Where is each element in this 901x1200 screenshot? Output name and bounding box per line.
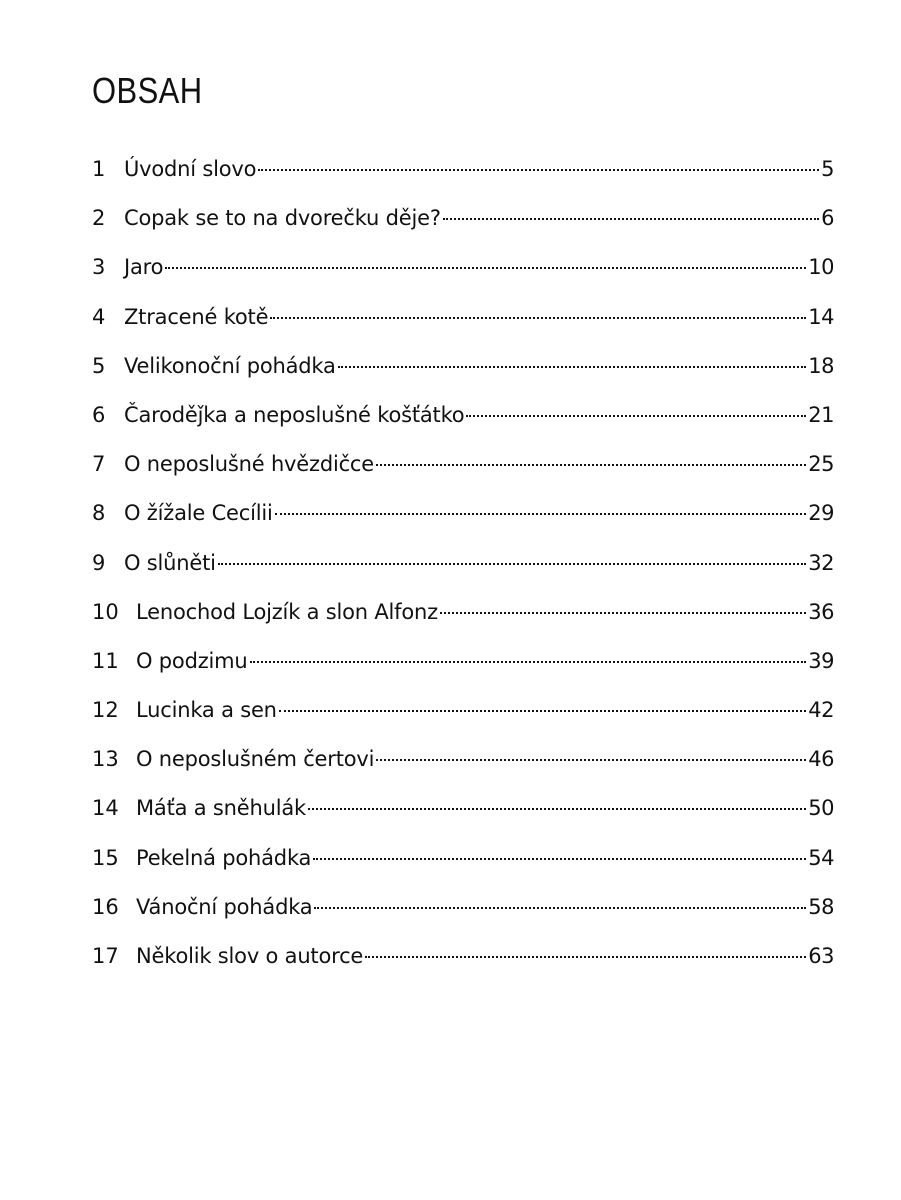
toc-entry-number: 4 <box>92 304 106 329</box>
toc-entry-number: 13 <box>92 747 119 772</box>
table-of-contents <box>92 145 834 981</box>
toc-entry[interactable] <box>92 391 834 440</box>
toc-entry-number: 9 <box>92 550 106 575</box>
toc-entry[interactable] <box>92 784 834 833</box>
toc-entry-title: Vánoční pohádka <box>136 894 313 919</box>
toc-entry-title: Několik slov o autorce <box>136 944 364 968</box>
toc-entry-number: 11 <box>92 648 119 673</box>
toc-entry-title: Lucinka a sen <box>136 698 277 723</box>
toc-entry[interactable] <box>92 834 834 883</box>
page-title: OBSAH <box>92 70 203 111</box>
toc-entry-page: 58 <box>808 894 834 919</box>
toc-entry[interactable] <box>92 932 834 981</box>
toc-entry-number: 1 <box>92 157 106 181</box>
dot-leader <box>279 710 806 712</box>
dot-leader <box>275 513 807 515</box>
toc-entry-number: 8 <box>92 501 106 526</box>
toc-entry[interactable] <box>92 342 834 391</box>
dot-leader <box>314 907 806 909</box>
toc-entry-title: Čaroděǰka a neposlušné košťátko <box>124 402 465 427</box>
toc-entry-number: 14 <box>92 796 119 821</box>
dot-leader <box>308 808 806 810</box>
dot-leader <box>258 169 819 171</box>
toc-entry-number: 7 <box>92 452 106 477</box>
toc-entry-title: Jaro <box>124 255 164 280</box>
toc-entry-title: O neposlušné hvězdičce <box>124 452 374 477</box>
toc-entry-number: 12 <box>92 698 119 723</box>
dot-leader <box>443 218 819 220</box>
dot-leader <box>440 612 806 614</box>
toc-entry[interactable] <box>92 588 834 637</box>
dot-leader <box>250 661 807 663</box>
toc-entry-title: Ztracené kotě <box>124 304 269 329</box>
dot-leader <box>376 464 806 466</box>
toc-entry-page: 25 <box>808 452 834 477</box>
toc-entry[interactable] <box>92 243 834 292</box>
toc-entry[interactable] <box>92 145 834 194</box>
toc-entry-number: 10 <box>92 599 119 624</box>
dot-leader <box>365 956 806 958</box>
toc-entry[interactable] <box>92 489 834 538</box>
toc-entry-number: 3 <box>92 255 106 280</box>
toc-entry[interactable] <box>92 735 834 784</box>
toc-entry-page: 63 <box>808 944 834 968</box>
toc-entry-page: 36 <box>808 599 834 624</box>
toc-entry-title: Copak se to na dvorečku děje? <box>124 206 441 231</box>
toc-entry-number: 16 <box>92 894 119 919</box>
toc-entry-title: Máťa a sněhulák <box>136 796 306 821</box>
toc-entry-page: 46 <box>808 747 834 772</box>
toc-entry-number: 5 <box>92 353 106 378</box>
toc-entry-number: 15 <box>92 845 119 870</box>
toc-entry-page: 42 <box>808 698 834 723</box>
toc-entry-number: 6 <box>92 402 106 427</box>
toc-entry-page: 32 <box>808 550 834 575</box>
toc-entry-page: 50 <box>808 796 834 821</box>
toc-entry[interactable] <box>92 194 834 243</box>
toc-entry-number: 17 <box>92 944 119 968</box>
toc-entry-page: 5 <box>821 157 834 181</box>
toc-entry-title: O neposlušném čertovi <box>136 747 375 772</box>
toc-entry-page: 10 <box>808 255 834 280</box>
toc-entry[interactable] <box>92 293 834 342</box>
toc-entry-page: 6 <box>821 206 834 231</box>
dot-leader <box>313 858 806 860</box>
toc-entry[interactable] <box>92 883 834 932</box>
dot-leader <box>165 267 806 269</box>
toc-entry-page: 14 <box>808 304 834 329</box>
toc-entry-title: O slůněti <box>124 550 216 575</box>
toc-entry-number: 2 <box>92 206 106 231</box>
dot-leader <box>218 563 806 565</box>
toc-entry-title: O podzimu <box>136 648 248 673</box>
toc-entry[interactable] <box>92 539 834 588</box>
dot-leader <box>466 415 806 417</box>
dot-leader <box>270 317 806 319</box>
toc-entry[interactable] <box>92 637 834 686</box>
toc-entry-page: 54 <box>808 845 834 870</box>
toc-entry-page: 39 <box>808 648 834 673</box>
toc-entry-title: Pekelná pohádka <box>136 845 312 870</box>
toc-entry[interactable] <box>92 686 834 735</box>
toc-entry-title: O žížale Cecílii <box>124 501 273 526</box>
toc-entry[interactable] <box>92 440 834 489</box>
dot-leader <box>338 366 807 368</box>
toc-entry-page: 29 <box>808 501 834 526</box>
dot-leader <box>376 759 806 761</box>
toc-entry-title: Velikonoční pohádka <box>124 353 336 378</box>
toc-entry-page: 21 <box>808 402 834 427</box>
toc-entry-page: 18 <box>808 353 834 378</box>
toc-entry-title: Lenochod Lojzík a slon Alfonz <box>136 599 438 624</box>
toc-entry-title: Úvodní slovo <box>124 157 257 181</box>
